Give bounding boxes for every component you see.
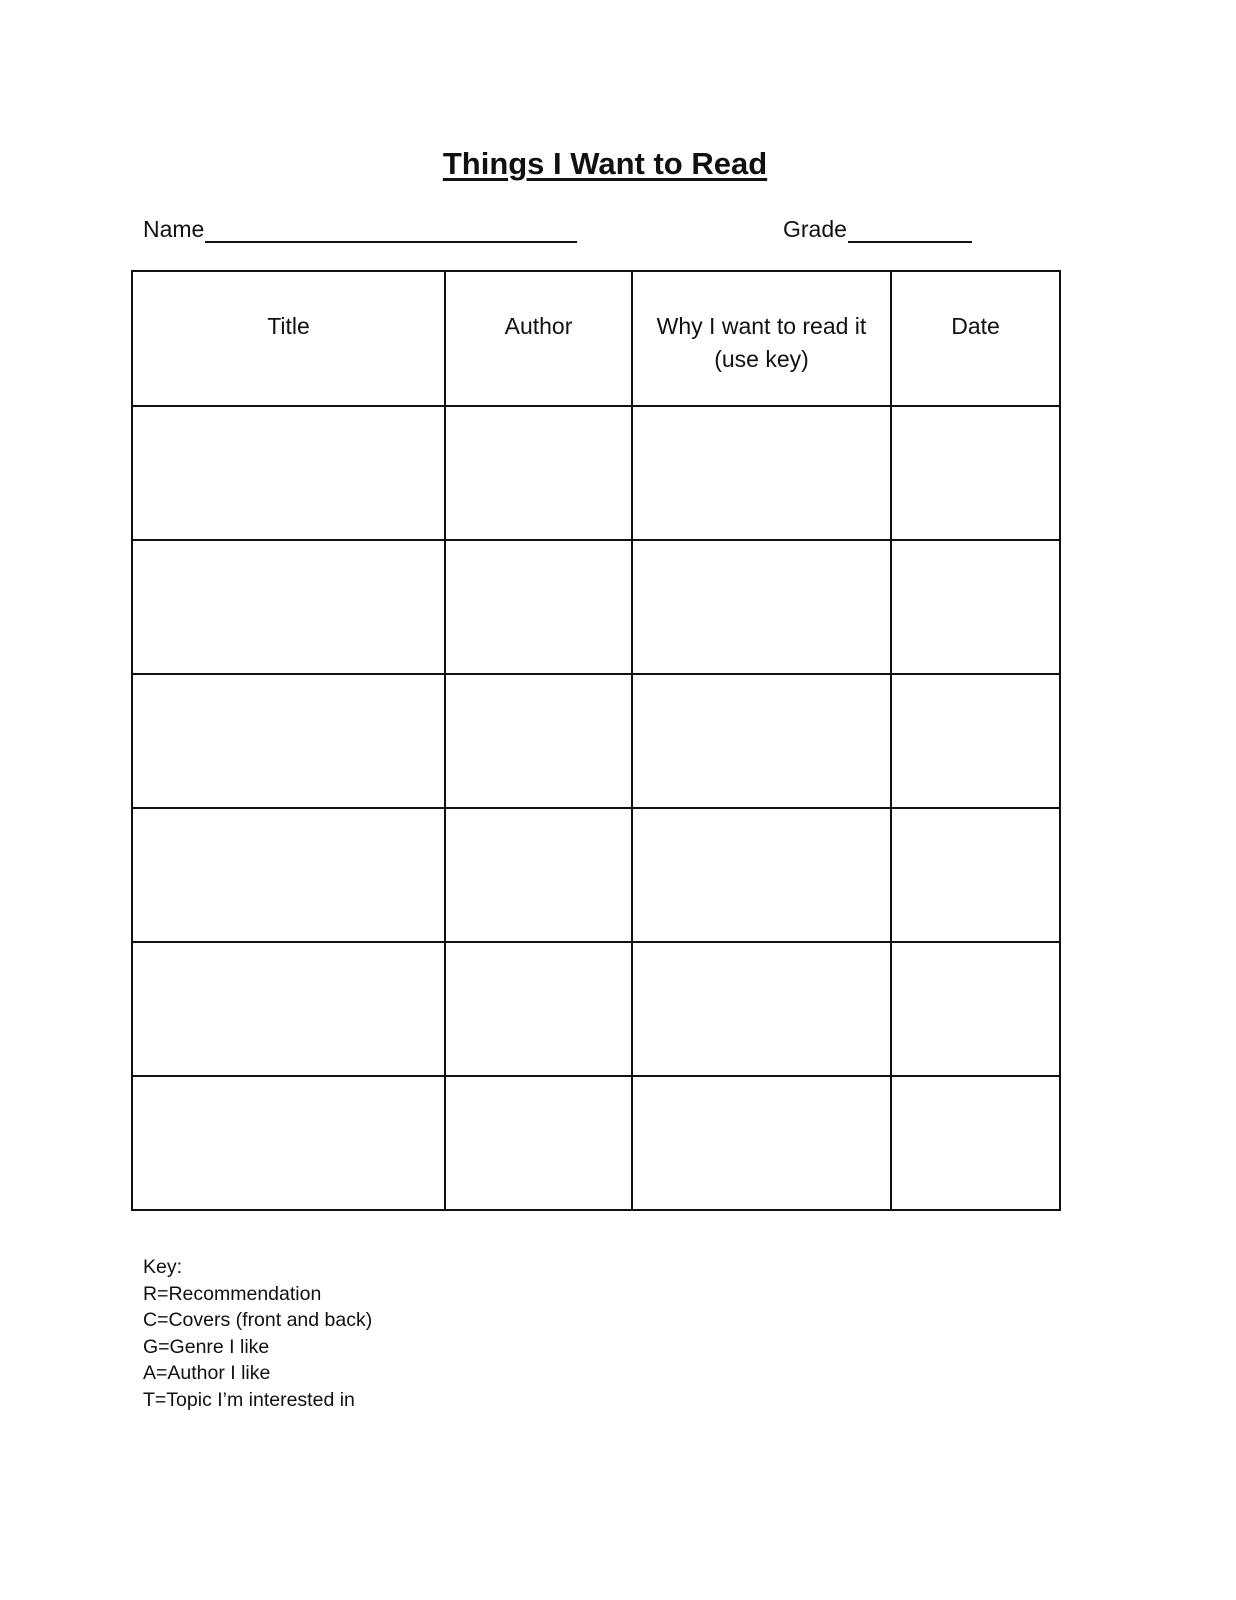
grade-label: Grade: [783, 216, 847, 242]
name-field[interactable]: [143, 216, 577, 243]
name-label: Name: [143, 216, 205, 242]
cell-date[interactable]: [891, 1076, 1060, 1210]
header-author: [445, 271, 632, 406]
cell-title[interactable]: [132, 540, 445, 674]
table-row: [132, 808, 1060, 942]
key-item: A=Author I like: [143, 1362, 271, 1384]
cell-why[interactable]: [632, 540, 891, 674]
cell-author[interactable]: [445, 1076, 632, 1210]
cell-author[interactable]: [445, 540, 632, 674]
cell-why[interactable]: [632, 674, 891, 808]
table-row: [132, 942, 1060, 1076]
table-row: [132, 674, 1060, 808]
key-item: R=Recommendation: [143, 1282, 322, 1305]
cell-author[interactable]: [445, 808, 632, 942]
key-legend: [143, 1254, 372, 1413]
cell-date[interactable]: [891, 808, 1060, 942]
cell-title[interactable]: [132, 1076, 445, 1210]
cell-author[interactable]: [445, 406, 632, 540]
header-author-text: Author: [504, 313, 573, 339]
header-why-text: Why I want to read it (use key): [656, 313, 867, 372]
cell-title[interactable]: [132, 406, 445, 540]
table-row: [132, 1076, 1060, 1210]
cell-why[interactable]: [632, 808, 891, 942]
header-date: [891, 271, 1060, 406]
cell-date[interactable]: [891, 674, 1060, 808]
reading-table: [131, 270, 1061, 1211]
header-title-text: Title: [267, 313, 310, 339]
header-row: [132, 271, 1060, 406]
header-title: [132, 271, 445, 406]
name-blank-line[interactable]: [205, 219, 577, 243]
grade-blank-line[interactable]: [848, 219, 972, 243]
grade-field[interactable]: [783, 216, 972, 243]
table-row: [132, 406, 1060, 540]
cell-why[interactable]: [632, 1076, 891, 1210]
key-item: C=Covers (front and back): [143, 1309, 373, 1331]
table-row: [132, 540, 1060, 674]
cell-title[interactable]: [132, 942, 445, 1076]
cell-title[interactable]: [132, 808, 445, 942]
cell-why[interactable]: [632, 942, 891, 1076]
header-date-text: Date: [951, 313, 1000, 339]
cell-why[interactable]: [632, 406, 891, 540]
cell-date[interactable]: [891, 540, 1060, 674]
header-why: [632, 271, 891, 406]
page-title: Things I Want to Read: [442, 146, 768, 181]
cell-author[interactable]: [445, 942, 632, 1076]
cell-author[interactable]: [445, 674, 632, 808]
cell-date[interactable]: [891, 406, 1060, 540]
key-item: T=Topic I’m interested in: [143, 1388, 355, 1411]
cell-date[interactable]: [891, 942, 1060, 1076]
key-item: G=Genre I like: [143, 1335, 270, 1358]
key-heading: Key:: [143, 1256, 183, 1278]
cell-title[interactable]: [132, 674, 445, 808]
